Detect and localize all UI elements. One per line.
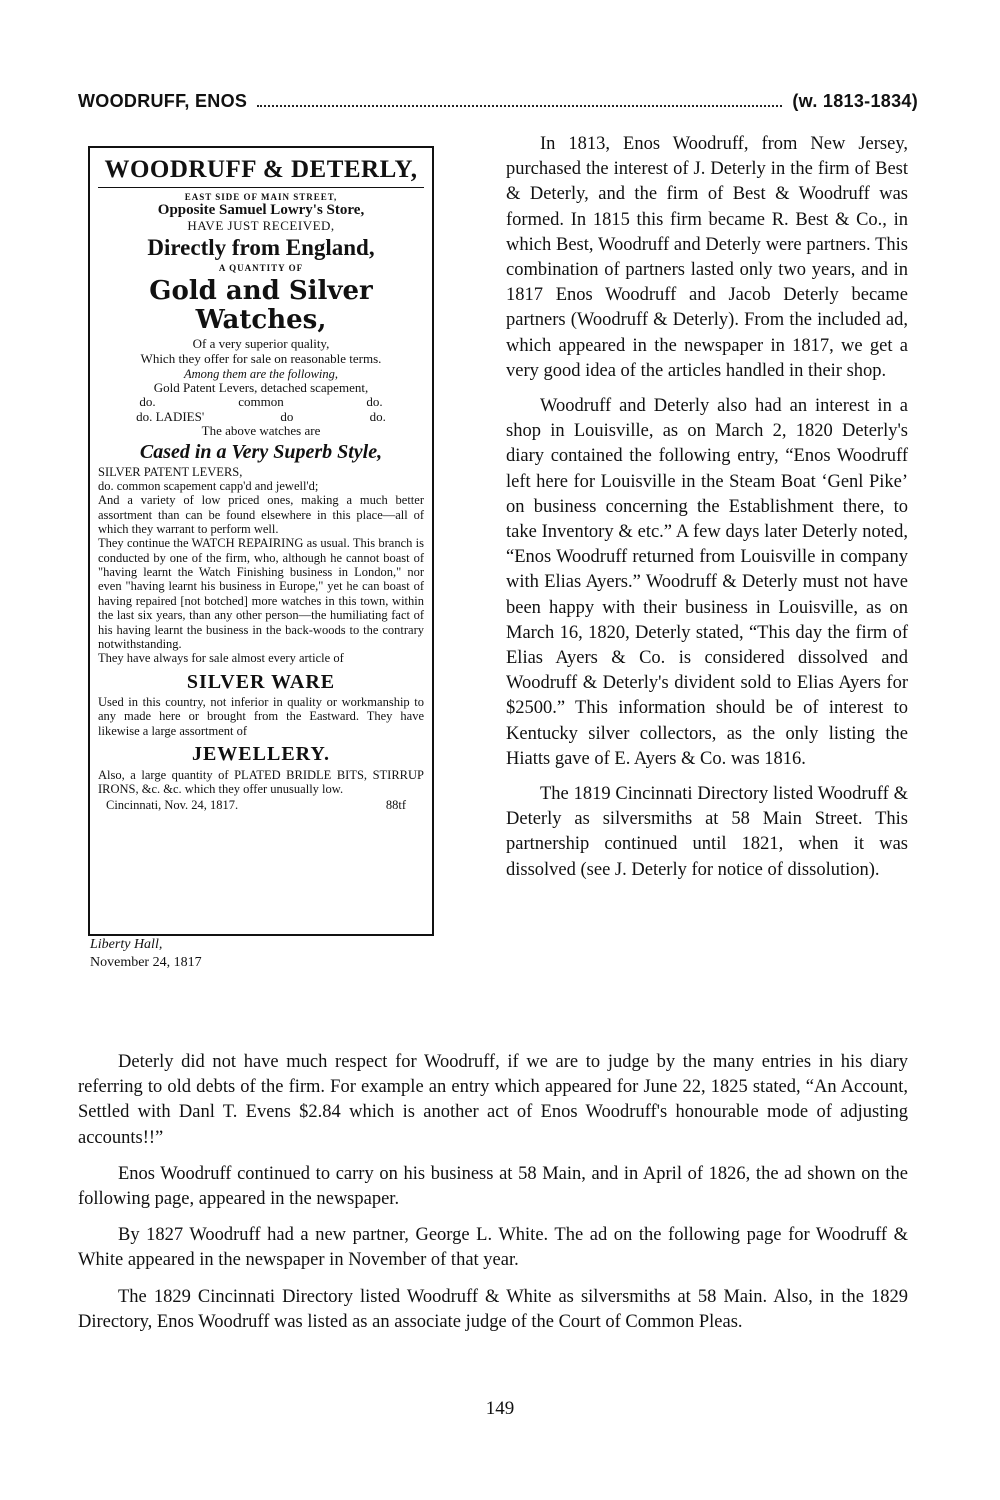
ad-row1-c: do. <box>366 394 383 410</box>
header-name: WOODRUFF, ENOS <box>78 90 248 111</box>
ad-row2-b: do <box>280 408 294 424</box>
ad-cased: Cased in a Very Superb Style, <box>139 440 383 463</box>
ad-row-ladies <box>98 410 424 425</box>
ad-row2-c: do. <box>369 408 386 424</box>
ad-repairing: They continue the WATCH REPAIRING as usual. This branch is conducted by one of the firm, who, although he cannot boast of "having learnt the Watch Finishing business in London," nor even "having learnt his business in Europe," yet he can boast of having repaired [not botched] more watches in this town, within the last six years, than any other person—the humiliating fact of his having learnt the business in the back-woods to the contrary notwithstanding. <box>98 536 424 651</box>
ad-jewellery-heading: JEWELLERY. <box>191 743 331 766</box>
paragraph: By 1827 Woodruff had a new partner, George L. White. The ad on the following page for Woodruff & White appeared in the newspaper in November of that year. <box>78 1225 908 1271</box>
ad-do-common: do. common scapement capp'd and jewell'd; <box>98 479 319 494</box>
ad-street: EAST SIDE OF MAIN STREET, <box>184 192 338 202</box>
ad-row1-b: common <box>238 394 284 410</box>
right-column-text <box>506 132 908 893</box>
paragraph: Deterly did not have much respect for Woodruff, if we are to judge by the many entries in his diary referring to old debts of the firm. For example an entry which appeared for June 22, 1825 stated, “An Account, Settled with Danl T. Evens $2.84 which is another act of Enos Woodruff's honourable mode of adjusting accounts!!” <box>78 1052 908 1148</box>
running-header <box>78 88 918 114</box>
paragraph: The 1819 Cincinnati Directory listed Woodruff & Deterly as silversmiths at 58 Main Street. This partnership continued until 1821, when it was dissolved (see J. Deterly for notice of dissolution). <box>506 784 908 880</box>
ad-code: 88tf <box>385 798 406 813</box>
ad-among: Among them are the following, <box>183 366 339 381</box>
ad-row-common <box>98 395 424 410</box>
paragraph: Woodruff and Deterly also had an interest in a shop in Louisville, as on March 2, 1820 Deterly's diary contained the following entry, “Enos Woodruff left here for Louisville in the Steam Boat ‘Genl Pike’ on business concerning the Establishment there, to take Inventory & etc.” A few days later Deterly noted, “Enos Woodruff returned from Louisville in company with Elias Ayers.” Woodruff & Deterly must not have been happy with their business in Louisville, as on March 16, 1820, Deterly stated, “This day the firm of Elias Ayers & Co. is considered dissolved and Woodruff & Deterly's divident sold to Elias Ayers for $2500.” This information should be of interest to Kentucky silver collectors, as the only listing the Hiatts gave of E. Ayers & Co. was 1816. <box>506 396 908 769</box>
dot-leader <box>257 95 782 107</box>
ad-used: Used in this country, not inferior in quality or workmanship to any made here or brought from the Eastward. They have likewise a large assortment of <box>98 695 424 738</box>
ad-offer: Which they offer for sale on reasonable terms. <box>140 351 382 367</box>
ad-above: The above watches are <box>201 423 321 439</box>
ad-received: HAVE JUST RECEIVED, <box>187 217 335 233</box>
ad-watches-heading: Gold and Silver Watches, <box>149 276 373 336</box>
newspaper-advertisement <box>88 146 434 936</box>
paragraph: In 1813, Enos Woodruff, from New Jersey, purchased the interest of J. Deterly in the firm of Best & Deterly, and the firm of Best & Woodruff was formed. In 1815 this firm became R. Best & Co., in which Best, Woodruff and Deterly were partners. This combination of partners lasted only two years, and in 1817 Enos Woodruff and Jacob Deterly became partners (Woodruff & Deterly). From the included ad, which appeared in the newspaper in 1817, we get a very good idea of the articles handled in their shop. <box>506 134 908 381</box>
ad-silverware-heading: SILVER WARE <box>186 670 336 693</box>
ad-quality: Of a very superior quality, <box>192 336 330 352</box>
ad-quantity: A QUANTITY OF <box>218 263 304 274</box>
full-width-text <box>78 1050 908 1346</box>
ad-footer <box>98 796 424 812</box>
ad-row1-a: do. <box>139 394 156 410</box>
ad-caption <box>90 936 202 971</box>
ad-also: Also, a large quantity of PLATED BRIDLE BITS, STIRRUP IRONS, &c. &c. which they offer unusually low. <box>98 767 424 796</box>
ad-always: They have always for sale almost every article of <box>98 651 344 666</box>
paragraph: Enos Woodruff continued to carry on his business at 58 Main, and in April of 1826, the ad shown on the following page, appeared in the newspaper. <box>78 1163 908 1210</box>
caption-date: November 24, 1817 <box>90 954 202 970</box>
ad-row2-a: do. LADIES' <box>136 408 205 424</box>
ad-firm-name: WOODRUFF & DETERLY, <box>98 156 424 188</box>
ad-from-england: Directly from England, <box>147 235 375 261</box>
caption-source: Liberty Hall, <box>90 937 163 952</box>
ad-opposite: Opposite Samuel Lowry's Store, <box>157 202 365 219</box>
page-number: 149 <box>485 1398 515 1419</box>
ad-dateline: Cincinnati, Nov. 24, 1817. <box>106 798 239 813</box>
ad-silver-patent: SILVER PATENT LEVERS, <box>98 465 243 480</box>
paragraph: The 1829 Cincinnati Directory listed Woodruff & White as silversmiths at 58 Main. Also, in the 1829 Directory, Enos Woodruff was listed as an associate judge of the Court of Common Pleas. <box>78 1286 908 1332</box>
header-dates: (w. 1813-1834) <box>792 90 918 111</box>
ad-gold-patent: Gold Patent Levers, detached scapement, <box>153 379 369 395</box>
ad-variety: And a variety of low priced ones, making a much better assortment than can be found elsewhere in this place—all of which they warrant to perform well. <box>98 493 424 536</box>
